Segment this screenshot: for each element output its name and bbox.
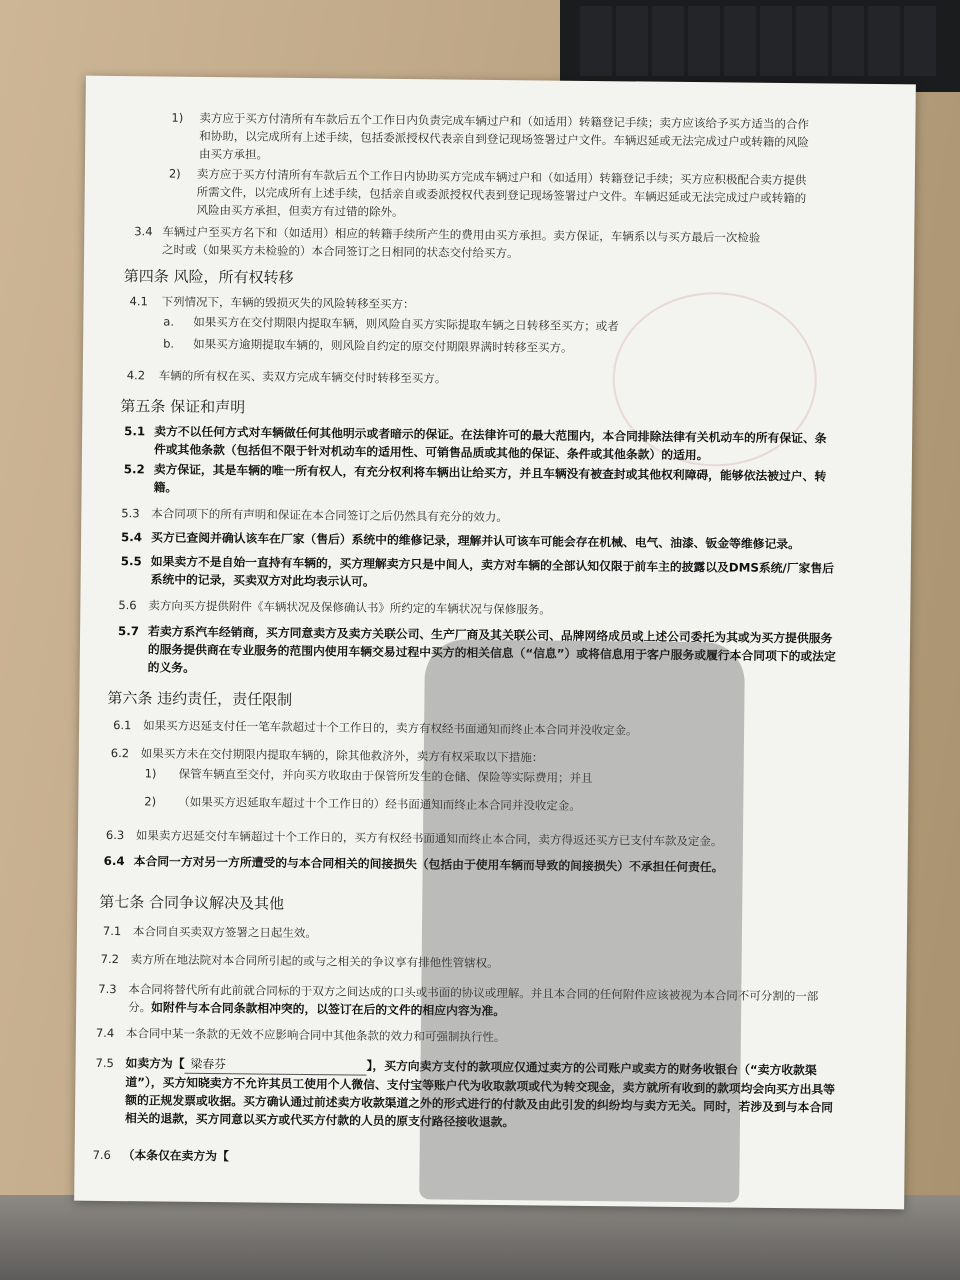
s53-text: 本合同项下的所有声明和保证在本合同签订之后仍然具有充分的效力。 (151, 506, 508, 525)
s54-num: 5.4 (121, 530, 143, 545)
s42-num: 4.2 (126, 368, 146, 383)
s73-num: 7.3 (98, 981, 117, 997)
s51-num: 5.1 (124, 424, 146, 439)
s57-num: 5.7 (118, 624, 140, 639)
s75-prefix: 如卖方为【 (125, 1056, 185, 1071)
s73-text-a: 本合同将替代所有此前就合同标的于双方之间达成的口头或书面的协议或理解。并且本合同的任何附件应该被视为本合同不可分割的一部分。 (128, 982, 819, 1015)
article6-title: 第六条 违约责任，责任限制 (107, 688, 293, 709)
s74-text: 本合同中某一条款的无效不应影响合同中其他条款的效力和可强制执行性。 (125, 1026, 506, 1045)
s75-text (125, 1054, 838, 1134)
s76-text: （本条仅在卖方为【 (122, 1148, 229, 1164)
s72-num: 7.2 (100, 951, 120, 967)
s75-suffix: 】，买方向卖方支付的款项应仅通过卖方的公司账户或卖方的财务收银台（“卖方收款渠道”），买方知晓卖方不允许其员工使用个人微信、支付宝等账户代为收取款项或代为转交现金，卖方就所有收到的款项均会向买方出具等额的正规发票或收据。买方确认通过前述卖方收款渠道之外的形式进行的付款及由此引发的纠纷均与卖方无关。同时，若涉及到与本合同相关的退款，买方同意以买方或代买方付款的人员的原支付路径接收退款。 (124, 1058, 836, 1130)
s34-text: 车辆过户至买方名下和（如适用）相应的转籍手续所产生的费用由买方承担。卖方保证，车辆系以与买方最后一次检验之时或（如果买方未检验的）本合同签订之日相同的状态交付给买方。 (162, 224, 761, 261)
s71-num: 7.1 (102, 923, 122, 939)
contract-page (74, 76, 916, 1210)
s56-text: 卖方向买方提供附件《车辆状况及保修确认书》所约定的车辆状况与保修服务。 (148, 598, 551, 617)
s62-text: 如果买方未在交付期限内提取车辆的，除其他救济外，卖方有权采取以下措施： (140, 746, 544, 765)
s41a-num: a. (163, 314, 175, 329)
s53-num: 5.3 (121, 506, 140, 521)
s62-1-num: 1) (144, 766, 157, 781)
s62-2-text: （如果买方迟延取车超过十个工作日的）经书面通知而终止本合同并没收定金。 (178, 794, 581, 813)
s51-text: 卖方不以任何方式对车辆做任何其他明示或者暗示的保证。在法律许可的最大范围内，本合同排除法律有关机动车的所有保证、条件或其他条款（包括但不限于针对机动车的适用性、可销售品质或其他的保证、条件或其他条款）的适用。 (153, 424, 827, 463)
article5-title: 第五条 保证和声明 (120, 397, 246, 417)
s33-item2-text: 卖方应于买方付清所有车款后五个工作日内协助买方完成车辆过户和（如适用）转籍登记手续；买方应积极配合卖方提供所需文件，以完成所有上述手续，包括亲自或委派授权代表到登记现场签署过户文件。车辆迟延或无法完成过户或转籍的风险由买方承担，但卖方有过错的除外。 (196, 166, 807, 220)
s41b-num: b. (163, 336, 175, 351)
s54-text: 买方已查阅并确认该车在厂家（售后）系统中的维修记录，理解并认可该车可能会存在机械、电气、油漆、钣金等维修记录。 (151, 530, 800, 552)
s74-num: 7.4 (95, 1025, 115, 1041)
s64-num: 6.4 (103, 853, 125, 869)
s72-text: 卖方所在地法院对本合同所引起的或与之相关的争议享有排他性管辖权。 (130, 952, 499, 971)
s76-num: 7.6 (92, 1147, 111, 1163)
s75-num: 7.5 (95, 1055, 114, 1071)
s73-text (128, 980, 838, 1023)
s33-item2-num: 2) (168, 166, 181, 181)
s62-1-text: 保管车辆直至交付，并向买方收取由于保管所发生的仓储、保险等实际费用；并且 (178, 766, 593, 786)
s52-num: 5.2 (123, 462, 145, 477)
s42-text: 车辆的所有权在买、卖双方完成车辆交付时转移至买方。 (158, 368, 447, 386)
article7-title: 第七条 合同争议解决及其他 (99, 892, 285, 913)
s34-num: 3.4 (134, 224, 153, 239)
s71-text: 本合同自买卖双方签署之日起生效。 (132, 924, 318, 941)
s55-num: 5.5 (120, 554, 142, 569)
s41a-text: 如果买方在交付期限内提取车辆，则风险自买方实际提取车辆之日转移至买方；或者 (193, 314, 619, 334)
s56-num: 5.6 (118, 598, 137, 613)
s62-2-num: 2) (144, 794, 157, 809)
s41b-text: 如果买方逾期提取车辆的，则风险自约定的原交付期限界满时转移至买方。 (193, 336, 573, 355)
s33-item1-text: 卖方应于买方付清所有车款后五个工作日内负责完成车辆过户和（如适用）转籍登记手续；卖方应该给予买方适当的合作和协助，以完成所有上述手续，包括委派授权代表亲自到登记现场签署过户文件。车辆迟延或无法完成过户或转籍的风险由买方承担。 (199, 110, 810, 162)
s41-text: 下列情况下，车辆的毁损灭失的风险转移至买方： (161, 294, 415, 312)
s61-num: 6.1 (113, 718, 132, 733)
article4-title: 第四条 风险，所有权转移 (123, 267, 294, 287)
s33-item1-num: 1) (171, 110, 184, 125)
s55-text: 如果卖方不是自始一直持有车辆的，买方理解卖方只是中间人，卖方对车辆的全部认知仅限于前车主的披露以及DMS系统/厂家售后系统中的记录，买卖双方对此均表示认可。 (150, 554, 835, 589)
s63-num: 6.3 (105, 827, 125, 843)
s64-text: 本合同一方对另一方所遭受的与本合同相关的间接损失（包括由于使用车辆而导致的间接损失）不承担任何责任。 (133, 854, 724, 875)
seller-name-field: 梁春芬 (184, 1055, 366, 1076)
s63-text: 如果卖方迟延交付车辆超过十个工作日的，买方有权经书面通知而终止本合同，卖方得返还买方已支付车款及定金。 (135, 828, 723, 849)
s61-text: 如果买方迟延支付任一笔车款超过十个工作日的，卖方有权经书面通知而终止本合同并没收定金。 (143, 718, 638, 738)
s41-num: 4.1 (129, 294, 148, 309)
keyboard-keys (580, 6, 940, 76)
s73-text-b: 如附件与本合同条款相冲突的，以签订在后的文件的相应内容为准。 (151, 1000, 506, 1019)
s52-text: 卖方保证，其是车辆的唯一所有权人，有充分权利将车辆出让给买方，并且车辆没有被查封或其他权利障碍，能够依法被过户、转籍。 (153, 462, 827, 495)
s62-num: 6.2 (110, 745, 130, 761)
s57-text: 若卖方系汽车经销商，买方同意卖方及卖方关联公司、生产厂商及其关联公司、品牌网络成员或上述公司委托为其或为买方提供服务的服务提供商在专业服务的范围内使用车辆交易过程中买方的相关信息（“信息”）或将信息用于客户服务或履行本合同项下的或法定的义务。 (147, 624, 836, 675)
